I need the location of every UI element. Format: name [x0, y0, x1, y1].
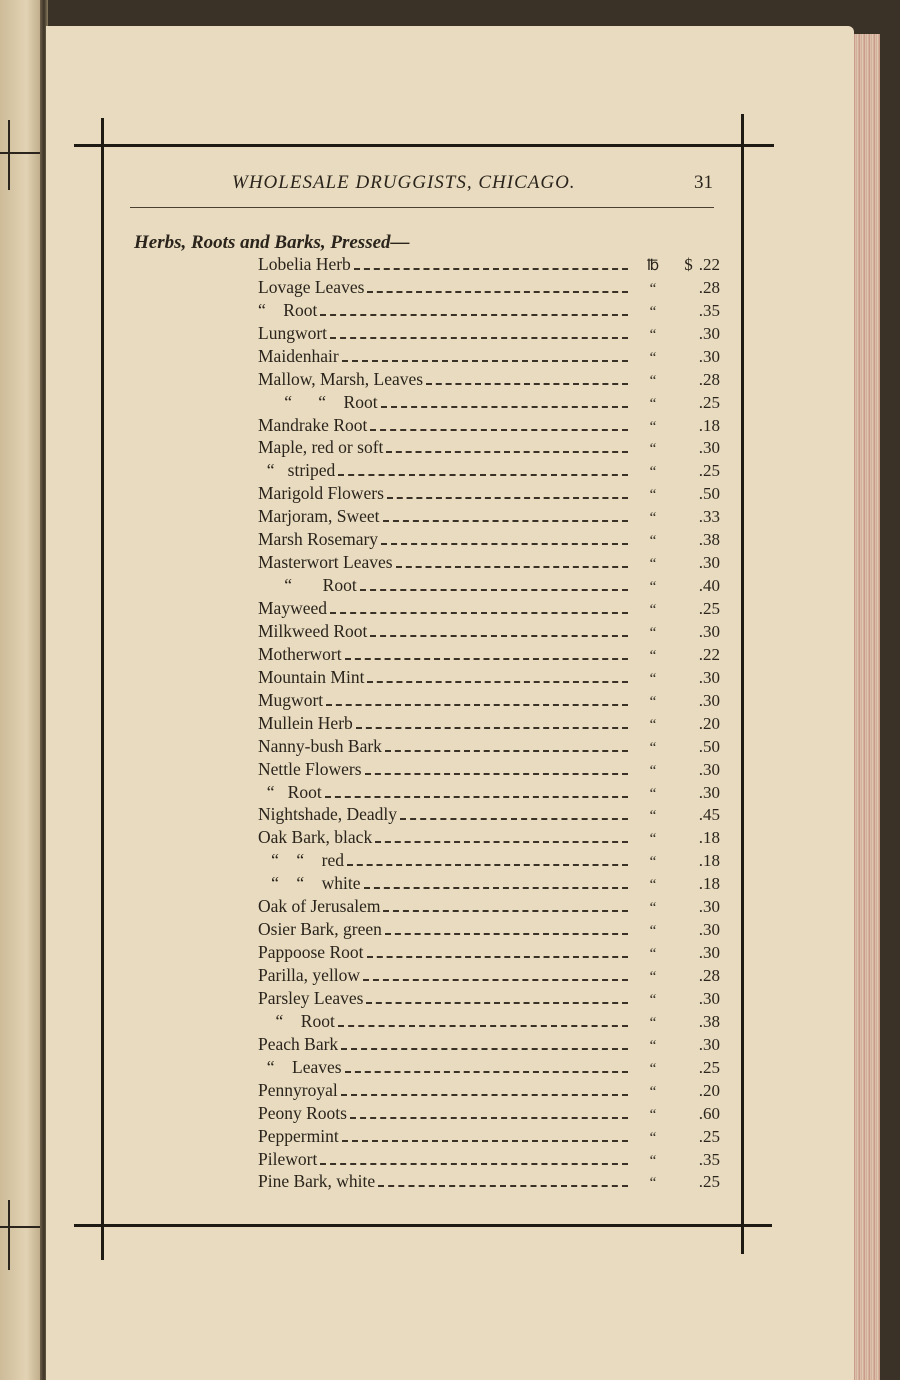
dot-leader — [378, 1185, 628, 1187]
item-name: “ Root — [258, 575, 357, 596]
item-price-value: .30 — [698, 920, 720, 940]
list-item — [258, 275, 720, 298]
item-name: “ “ white — [258, 873, 361, 894]
item-price — [668, 828, 720, 848]
item-price-value: .38 — [698, 1011, 720, 1031]
item-price-value: .22 — [698, 644, 720, 664]
item-name: Mallow, Marsh, Leaves — [258, 368, 424, 389]
item-unit: “ — [649, 991, 657, 1008]
item-unit: “ — [649, 1175, 657, 1192]
dot-leader — [345, 658, 628, 660]
item-price-value: .30 — [698, 759, 720, 779]
header-rule — [130, 207, 714, 208]
dot-leader — [325, 796, 628, 798]
dot-leader — [386, 451, 628, 453]
item-name: Parsley Leaves — [258, 987, 364, 1008]
dot-leader — [326, 704, 628, 706]
dot-leader — [347, 864, 628, 866]
list-item — [258, 436, 720, 459]
item-price-value: .30 — [698, 553, 720, 573]
item-name: “ “ Root — [258, 391, 378, 412]
dot-leader — [342, 1140, 628, 1142]
item-price — [668, 324, 720, 344]
item-unit: “ — [649, 854, 657, 871]
item-price — [668, 416, 720, 436]
item-price — [668, 507, 720, 527]
item-price — [668, 553, 720, 573]
item-price-value: .30 — [698, 438, 720, 458]
item-price — [668, 461, 720, 481]
item-unit: “ — [649, 624, 657, 641]
dot-leader — [383, 910, 628, 912]
item-price-value: .45 — [698, 805, 720, 825]
item-price — [668, 1150, 720, 1170]
list-item — [258, 1078, 720, 1101]
dot-leader — [364, 887, 628, 889]
item-price-value: .33 — [698, 507, 720, 527]
item-name: Nightshade, Deadly — [258, 804, 397, 825]
item-price — [668, 393, 720, 413]
item-name: Osier Bark, green — [258, 919, 382, 940]
item-price — [668, 622, 720, 642]
list-item — [258, 665, 720, 688]
item-price — [668, 484, 720, 504]
item-price — [668, 1058, 720, 1078]
dot-leader — [345, 1071, 628, 1073]
item-name: Marigold Flowers — [258, 483, 384, 504]
frame-right-rule — [741, 114, 744, 1254]
dot-leader — [381, 543, 628, 545]
item-name: Lovage Leaves — [258, 276, 365, 297]
item-price — [668, 1081, 720, 1101]
item-price-value: .35 — [698, 1149, 720, 1169]
list-item — [258, 298, 720, 321]
item-price — [668, 645, 720, 665]
item-unit: “ — [649, 510, 657, 527]
item-name: “ striped — [258, 460, 336, 481]
page-number: 31 — [694, 172, 713, 193]
item-price — [668, 737, 720, 757]
item-unit: “ — [649, 326, 657, 343]
item-price — [668, 347, 720, 367]
item-price-value: .25 — [698, 1126, 720, 1146]
item-name: Marjoram, Sweet — [258, 506, 380, 527]
item-name: Oak of Jerusalem — [258, 896, 381, 917]
item-price-value: .60 — [698, 1103, 720, 1123]
item-unit: “ — [649, 946, 657, 963]
list-item — [258, 894, 720, 917]
item-price — [668, 943, 720, 963]
item-price — [668, 1127, 720, 1147]
item-name: Pennyroyal — [258, 1079, 338, 1100]
item-price-value: .25 — [698, 1057, 720, 1077]
item-price-value: .18 — [698, 874, 720, 894]
frame-bottom-rule — [74, 1224, 772, 1227]
list-item — [258, 458, 720, 481]
item-price — [668, 989, 720, 1009]
list-item — [258, 940, 720, 963]
list-item — [258, 619, 720, 642]
dot-leader — [385, 933, 628, 935]
item-name: Marsh Rosemary — [258, 529, 379, 550]
item-price — [668, 1172, 720, 1192]
item-price-value: .30 — [698, 782, 720, 802]
item-price-value: .30 — [698, 323, 720, 343]
list-item — [258, 413, 720, 436]
item-price — [668, 805, 720, 825]
list-item — [258, 481, 720, 504]
item-price — [668, 530, 720, 550]
item-price — [668, 783, 720, 803]
item-unit: “ — [649, 1037, 657, 1054]
list-item — [258, 573, 720, 596]
item-price-value: .40 — [698, 576, 720, 596]
item-name: Mugwort — [258, 689, 324, 710]
item-price — [668, 1035, 720, 1055]
list-item — [258, 1055, 720, 1078]
item-unit: “ — [649, 556, 657, 573]
item-price — [668, 714, 720, 734]
item-name: Pilewort — [258, 1148, 318, 1169]
dot-leader — [363, 979, 628, 981]
item-name: Mandrake Root — [258, 414, 368, 435]
item-name: Maidenhair — [258, 345, 339, 366]
item-price — [668, 691, 720, 711]
dot-leader — [366, 1002, 628, 1004]
item-unit: “ — [649, 349, 657, 366]
item-unit: ℔ — [646, 257, 660, 274]
dot-leader — [387, 497, 628, 499]
item-unit: “ — [649, 602, 657, 618]
item-price-value: .30 — [698, 621, 720, 641]
item-name: Peppermint — [258, 1125, 339, 1146]
list-item — [258, 550, 720, 573]
item-price — [668, 920, 720, 940]
item-price-value: .18 — [698, 851, 720, 871]
item-price-value: .18 — [698, 828, 720, 848]
left-page-rule — [0, 152, 40, 154]
item-unit: “ — [649, 969, 657, 985]
item-unit: “ — [649, 280, 657, 297]
list-item — [258, 711, 720, 734]
item-price-value: .22 — [698, 254, 720, 274]
item-name: Pappoose Root — [258, 942, 364, 963]
list-item — [258, 321, 720, 344]
item-unit: “ — [649, 464, 657, 481]
item-unit: “ — [649, 579, 657, 596]
price-list — [258, 252, 720, 1192]
dot-leader — [356, 727, 628, 729]
item-price-value: .25 — [698, 392, 720, 412]
dot-leader — [341, 1048, 628, 1050]
item-price — [668, 1104, 720, 1124]
item-name: Nanny-bush Bark — [258, 735, 382, 756]
item-name: “ Leaves — [258, 1056, 342, 1077]
item-name: Lobelia Herb — [258, 253, 351, 274]
left-page-edge — [0, 0, 44, 1380]
item-name: Oak Bark, black — [258, 827, 373, 848]
item-price — [668, 760, 720, 780]
frame-left-rule — [101, 118, 104, 1260]
dot-leader — [330, 612, 628, 614]
item-name: Mayweed — [258, 598, 328, 618]
list-item — [258, 1009, 720, 1032]
item-price-value: .30 — [698, 346, 720, 366]
item-price-value: .18 — [698, 415, 720, 435]
item-unit: “ — [649, 487, 657, 504]
left-page-rule — [8, 120, 10, 190]
item-name: Lungwort — [258, 322, 328, 343]
item-price — [668, 874, 720, 894]
item-price — [668, 668, 720, 688]
list-item — [258, 344, 720, 367]
item-price-value: .30 — [698, 988, 720, 1008]
list-item — [258, 504, 720, 527]
item-price-value: .50 — [698, 484, 720, 504]
item-unit: “ — [649, 647, 657, 664]
list-item — [258, 1170, 720, 1193]
item-price — [668, 851, 720, 871]
dot-leader — [354, 268, 628, 270]
dot-leader — [370, 635, 628, 637]
item-unit: “ — [649, 831, 657, 848]
dot-leader — [341, 1094, 628, 1096]
item-name: “ Root — [258, 299, 318, 320]
item-name: Pine Bark, white — [258, 1171, 376, 1192]
item-unit: “ — [649, 923, 657, 940]
list-item — [258, 367, 720, 390]
item-price-value: .30 — [698, 943, 720, 963]
list-item — [258, 825, 720, 848]
item-unit: “ — [649, 395, 657, 412]
item-unit: “ — [649, 693, 657, 710]
dot-leader — [383, 520, 629, 522]
dot-leader — [330, 337, 628, 339]
list-item — [258, 757, 720, 780]
list-item — [258, 1147, 720, 1170]
dot-leader — [367, 956, 629, 958]
currency-symbol: $ — [684, 254, 693, 274]
dot-leader — [375, 841, 628, 843]
item-name: “ Root — [258, 781, 322, 802]
item-unit: “ — [649, 1083, 657, 1100]
item-unit: “ — [649, 372, 657, 389]
list-item — [258, 1032, 720, 1055]
item-unit: “ — [649, 441, 657, 458]
item-price — [668, 370, 720, 390]
item-unit: “ — [649, 1106, 657, 1123]
dot-leader — [396, 566, 628, 568]
item-name: Parilla, yellow — [258, 965, 361, 985]
dot-leader — [342, 360, 628, 362]
running-header: WHOLESALE DRUGGISTS, CHICAGO. — [232, 172, 576, 193]
item-unit: “ — [649, 1014, 657, 1031]
item-unit: “ — [649, 533, 657, 550]
dot-leader — [320, 1163, 628, 1165]
item-price — [668, 301, 720, 321]
item-unit: “ — [649, 1060, 657, 1077]
item-name: Mountain Mint — [258, 666, 365, 687]
item-price-value: .35 — [698, 300, 720, 320]
item-price — [668, 576, 720, 596]
dot-leader — [426, 383, 628, 385]
item-name: Mullein Herb — [258, 712, 353, 733]
list-item — [258, 734, 720, 757]
item-price-value: .25 — [698, 461, 720, 481]
item-name: “ “ red — [258, 850, 345, 871]
item-price-value: .30 — [698, 690, 720, 710]
dot-leader — [381, 406, 628, 408]
item-price-value: .28 — [698, 277, 720, 297]
item-price — [668, 897, 720, 917]
item-price — [668, 1012, 720, 1032]
item-name: “ Root — [258, 1010, 335, 1031]
item-price-value: .30 — [698, 897, 720, 917]
item-unit: “ — [649, 670, 657, 687]
item-price-value: .30 — [698, 667, 720, 687]
item-unit: “ — [649, 762, 657, 779]
list-item — [258, 527, 720, 550]
item-name: Peony Roots — [258, 1102, 347, 1123]
item-unit: “ — [649, 418, 657, 435]
list-item — [258, 986, 720, 1009]
item-price-value: .25 — [698, 599, 720, 618]
list-item — [258, 596, 720, 619]
list-item — [258, 390, 720, 413]
item-price — [668, 438, 720, 458]
dot-leader — [367, 681, 628, 683]
item-price — [668, 599, 720, 619]
list-item — [258, 688, 720, 711]
item-unit: “ — [649, 1129, 657, 1146]
dot-leader — [338, 1025, 628, 1027]
left-page-rule — [8, 1200, 10, 1270]
item-unit: “ — [649, 785, 657, 802]
dot-leader — [365, 773, 628, 775]
item-name: Maple, red or soft — [258, 437, 384, 458]
item-price — [668, 278, 720, 298]
list-item — [258, 1101, 720, 1124]
dot-leader — [360, 589, 628, 591]
list-item — [258, 963, 720, 986]
item-name: Milkweed Root — [258, 620, 368, 641]
dot-leader — [350, 1117, 628, 1119]
dot-leader — [370, 429, 628, 431]
dot-leader — [400, 818, 628, 820]
list-item — [258, 871, 720, 894]
item-unit: “ — [649, 716, 657, 733]
dot-leader — [367, 291, 628, 293]
dot-leader — [320, 314, 628, 316]
item-price-value: .30 — [698, 1034, 720, 1054]
list-item — [258, 252, 720, 275]
list-item — [258, 780, 720, 803]
item-unit: “ — [649, 808, 657, 825]
frame-top-rule — [74, 144, 774, 147]
item-name: Masterwort Leaves — [258, 552, 393, 573]
item-price-value: .28 — [698, 966, 720, 985]
section-heading: Herbs, Roots and Barks, Pressed— — [134, 232, 410, 253]
left-page-rule — [0, 1226, 40, 1228]
item-name: Nettle Flowers — [258, 758, 362, 779]
dot-leader — [385, 750, 628, 752]
item-price-value: .25 — [698, 1172, 720, 1192]
list-item — [258, 642, 720, 665]
item-price-value: .20 — [698, 1080, 720, 1100]
item-price-value: .20 — [698, 713, 720, 733]
item-unit: “ — [649, 877, 657, 894]
list-item — [258, 848, 720, 871]
item-price — [668, 966, 720, 986]
item-name: Peach Bark — [258, 1033, 339, 1054]
item-unit: “ — [649, 739, 657, 756]
item-price-value: .50 — [698, 736, 720, 756]
item-price-value: .38 — [698, 530, 720, 550]
item-price-value: .28 — [698, 369, 720, 389]
item-unit: “ — [649, 303, 657, 320]
item-name: Motherwort — [258, 643, 342, 664]
item-unit: “ — [649, 1152, 657, 1169]
item-unit: “ — [649, 900, 657, 917]
item-price — [668, 255, 720, 275]
list-item — [258, 1124, 720, 1147]
dot-leader — [338, 474, 628, 476]
list-item — [258, 803, 720, 826]
list-item — [258, 917, 720, 940]
